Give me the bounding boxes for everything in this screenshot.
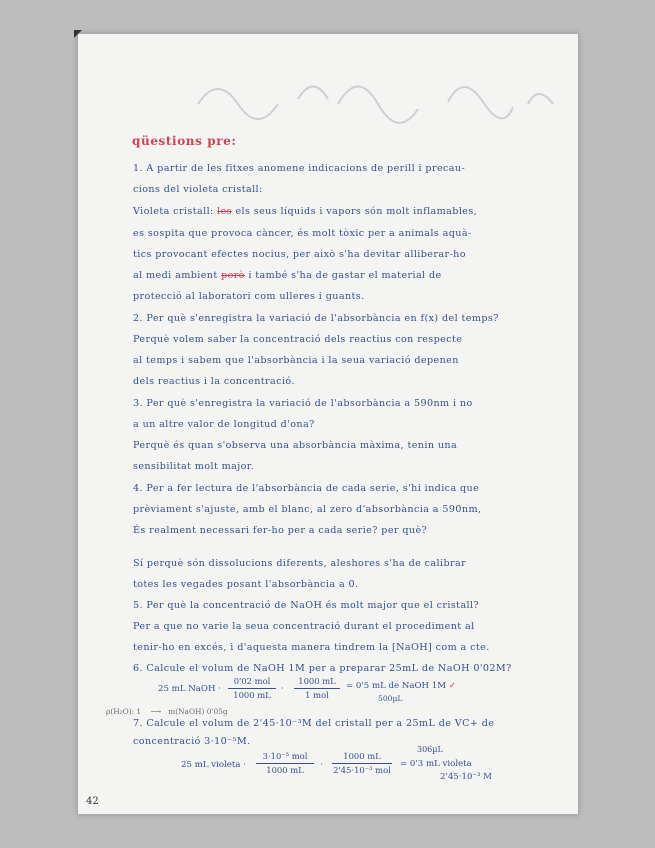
page-title: qüestions pre: [132,134,237,148]
calc-6-num-2: 1000 mL [298,676,336,686]
calc-6-num-1: 0'02 mol [233,676,271,686]
question-1-line-1: 1. A partir de les fitxes anomene indicacions de perill i precau- [133,163,466,174]
multiply-dot: · [320,760,323,770]
answer-1-line-4 [133,270,442,281]
calc-7-top-note: 306µL [417,745,443,754]
page-number: 42 [86,796,99,807]
side-note [106,707,228,717]
answer-3-line-2: sensibilitat molt major. [133,461,255,472]
calc-7-den-2: 2'45·10⁻³ mol [333,765,391,775]
answer-1-part-a: al medi ambient [133,270,218,281]
multiply-dot: · [281,684,284,694]
fraction-bar [332,763,392,764]
calc-7-result: = 0'3 mL violeta [400,759,472,769]
check-mark-icon: ✓ [448,681,456,691]
answer-1-line-2: es sospita que provoca càncer, és molt tòxic per a animals aquà- [133,228,472,239]
question-4-line-3: És realment necessari fer-ho per a cada serie? per què? [133,525,428,536]
calc-7-num-2: 1000 mL [343,751,381,761]
arrow-icon: ⟶ [150,707,162,716]
question-2: 2. Per què s'enregistra la variació de l'absorbància en f(x) del temps? [133,313,499,324]
question-4-line-1: 4. Per a fer lectura de l'absorbància de cada serie, s'hi indica que [133,483,480,494]
corner-mark [74,30,82,38]
answer-2-line-1: Perquè volem saber la concentració dels reactius con respecte [133,334,463,345]
side-note-right: m(NaOH) 0'05g [168,707,228,716]
question-7-line-1: 7. Calcule el volum de 2'45·10⁻³M del cristall per a 25mL de VC+ de [133,718,495,729]
question-3-line-1: 3. Per què s'enregistra la variació de l'absorbància a 590nm i no [133,398,473,409]
answer-1-text: els seus líquids i vapors són molt inflamables, [235,206,478,217]
answer-5-line-2: tenir-ho en excés, i d'aquesta manera tindrem la [NaOH] com a cte. [133,642,490,653]
question-3-line-2: a un altre valor de longitud d'ona? [133,419,315,430]
question-4-line-2: prèviament s'ajuste, amb el blanc, al zero d'absorbància a 590nm, [133,504,482,515]
answer-1-line-1 [133,206,477,217]
calc-6-side-note: 500µL [378,694,403,703]
answer-1-part-b: i també s'ha de gastar el material de [248,270,442,281]
question-5: 5. Per què la concentració de NaOH és molt major que el cristall? [133,600,480,611]
calc-7-num-1: 3·10⁻⁵ mol [262,751,308,761]
answer-4-line-1: Sí perquè són dissolucions diferents, aleshores s'ha de calibrar [133,558,467,569]
calc-6-result [346,681,456,691]
fraction-bar [256,763,314,764]
question-6: 6. Calcule el volum de NaOH 1M per a preparar 25mL de NaOH 0'02M? [133,663,512,674]
answer-4-line-2: totes les vegades posant l'absorbància a 0. [133,579,359,590]
calc-6-result-text: = 0'5 mL de NaOH 1M [346,681,447,691]
calc-6-den-1: 1000 mL [233,690,271,700]
answer-1-line-5: protecció al laboratori com ulleres i guants. [133,291,365,302]
question-7-line-2: concentració 3·10⁻⁵M. [133,736,251,747]
calc-6-lead: 25 mL NaOH · [158,684,221,694]
question-1-line-2: cions del violeta cristall: [133,184,263,195]
calc-6-den-2: 1 mol [305,690,329,700]
bleed-through-marks [188,44,568,134]
fraction-bar [294,688,340,689]
answer-3-line-1: Perquè és quan s'observa una absorbància màxima, tenin una [133,440,458,451]
side-note-left: ρ(H₂O): 1 [106,707,142,716]
calc-7-den-1: 1000 mL [266,765,304,775]
calc-7-lead: 25 mL violeta · [181,760,246,770]
struck-word-pero: però [221,270,245,281]
struck-word: les [217,206,232,217]
answer-1-line-3: tics provocant efectes nocius, per això s'ha devitar alliberar-ho [133,249,466,260]
answer-2-line-3: dels reactius i la concentració. [133,376,295,387]
answer-2-line-2: al temps i sabem que l'absorbància i la seua variació depenen [133,355,459,366]
fraction-bar [228,688,276,689]
answer-5-line-1: Per a que no varie la seua concentració durant el procediment al [133,621,475,632]
answer-1-label: Violeta cristall: [133,206,214,217]
calc-7-sub: 2'45·10⁻³ M [440,772,492,782]
